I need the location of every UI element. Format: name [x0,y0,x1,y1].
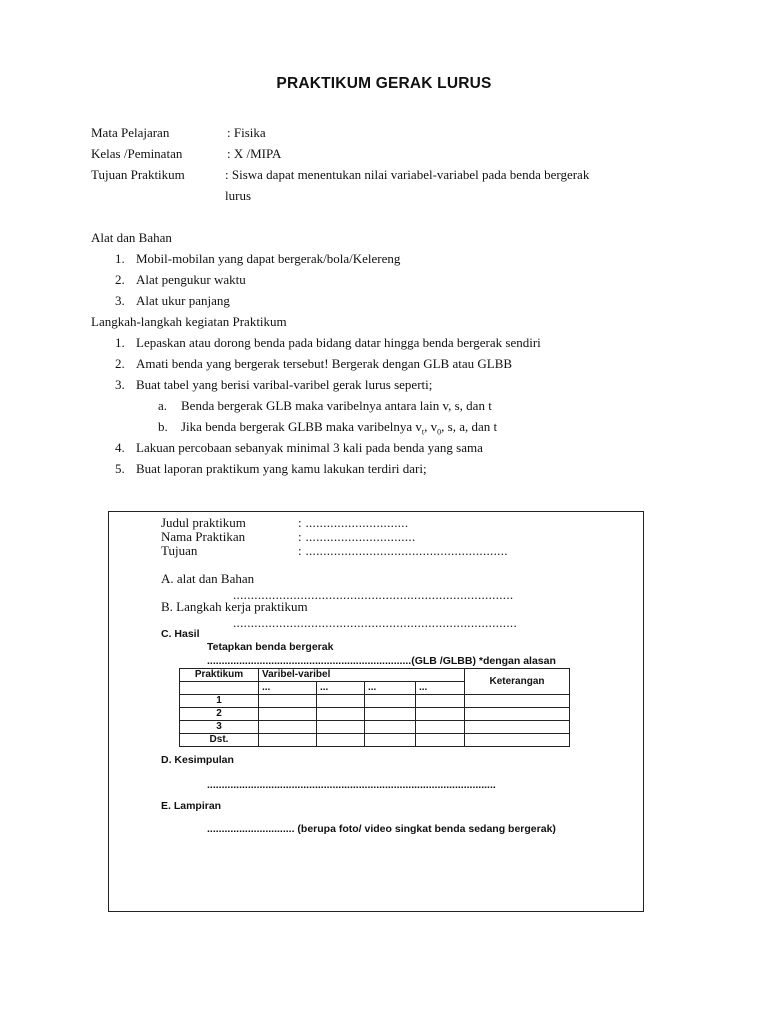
langkah-item-4: Lakuan percobaan sebanyak minimal 3 kali pada benda yang sama [136,440,483,455]
report-glb-line: ......................................................................(GLB /GLBB) *dengan alasan [207,655,556,667]
info-value-mata-pelajaran: : Fisika [227,125,266,140]
table-cell [465,721,570,734]
table-row-label: Dst. [180,734,259,747]
table-header-keterangan: Keterangan [465,669,570,695]
langkah-item-5: Buat laporan praktikum yang kamu lakukan terdiri dari; [136,461,427,476]
table-cell [365,708,416,721]
langkah-sub-num-a: a. [158,398,168,413]
langkah-sub-b-text1: Jika benda bergerak GLBB maka varibelnya v [181,419,422,434]
table-header-praktikum: Praktikum [180,669,259,682]
langkah-sub-b [181,419,497,437]
table-cell [416,695,465,708]
report-sec-d-dots: ................................................................................................... [207,779,496,791]
info-value-tujuan: : Siswa dapat menentukan nilai variabel-variabel pada benda bergerak [225,167,590,182]
table-row [180,734,570,747]
report-label-nama: Nama Praktikan [161,529,246,544]
langkah-item-3: Buat tabel yang berisi varibal-varibel gerak lurus seperti; [136,377,433,392]
langkah-num-3: 3. [115,377,125,392]
table-row [180,695,570,708]
langkah-sub-a: Benda bergerak GLB maka varibelnya antara lain v, s, dan t [181,398,492,413]
table-cell [317,734,365,747]
alat-num-1: 1. [115,251,125,266]
langkah-sub-b-text2: , s, a, dan t [441,419,498,434]
table-cell [365,721,416,734]
report-sec-b-dots: ................................................................................ [233,615,517,630]
table-cell [365,734,416,747]
langkah-sub-num-b: b. [158,419,168,434]
table-cell [465,708,570,721]
alat-item-3: Alat ukur panjang [136,293,230,308]
table-subheader-3: ... [365,682,416,695]
table-subheader-4: ... [416,682,465,695]
report-sec-d: D. Kesimpulan [161,754,234,766]
table-cell [259,708,317,721]
report-sec-a-dots: ............................................................................... [233,587,514,602]
table-cell [259,734,317,747]
info-label-kelas: Kelas /Peminatan [91,146,183,161]
table-cell [416,708,465,721]
langkah-num-5: 5. [115,461,125,476]
table-cell [365,695,416,708]
report-lampiran: .............................. (berupa foto/ video singkat benda sedang bergerak) [207,823,556,835]
table-cell [465,695,570,708]
table-subheader-1: ... [259,682,317,695]
table-cell [317,708,365,721]
table-cell [259,721,317,734]
report-sec-a: A. alat dan Bahan [161,571,255,586]
alat-num-2: 2. [115,272,125,287]
info-value-kelas: : X /MIPA [227,146,282,161]
result-table [179,668,570,747]
langkah-item-2: Amati benda yang bergerak tersebut! Bergerak dengan GLB atau GLBB [136,356,513,371]
table-row-label: 3 [180,721,259,734]
langkah-sub-b-sub2: 0 [437,427,442,437]
alat-item-1: Mobil-mobilan yang dapat bergerak/bola/Kelereng [136,251,401,266]
report-tetapkan: Tetapkan benda bergerak [207,641,334,653]
table-row-label: 2 [180,708,259,721]
alat-heading: Alat dan Bahan [91,230,172,245]
langkah-num-4: 4. [115,440,125,455]
langkah-sub-b-sub1: t [421,427,425,437]
table-cell [317,721,365,734]
page-title: PRAKTIKUM GERAK LURUS [276,75,492,92]
table-row [180,721,570,734]
table-subheader-empty [180,682,259,695]
langkah-heading: Langkah-langkah kegiatan Praktikum [91,314,287,329]
report-value-judul: : ............................. [298,515,409,530]
table-row-label: 1 [180,695,259,708]
alat-num-3: 3. [115,293,125,308]
table-row [180,708,570,721]
table-cell [465,734,570,747]
alat-item-2: Alat pengukur waktu [136,272,246,287]
table-cell [416,734,465,747]
langkah-item-1: Lepaskan atau dorong benda pada bidang datar hingga benda bergerak sendiri [136,335,541,350]
info-label-tujuan: Tujuan Praktikum [91,167,185,182]
report-sec-c: C. Hasil [161,628,200,640]
table-cell [317,695,365,708]
report-sec-b: B. Langkah kerja praktikum [161,599,308,614]
report-label-tujuan: Tujuan [161,543,198,558]
table-subheader-2: ... [317,682,365,695]
report-label-judul: Judul praktikum [161,515,246,530]
table-header-varibel: Varibel-varibel [259,669,465,682]
info-label-mata-pelajaran: Mata Pelajaran [91,125,170,140]
langkah-num-2: 2. [115,356,125,371]
report-sec-e: E. Lampiran [161,800,222,812]
info-value-tujuan-cont: lurus [225,188,251,203]
report-value-tujuan: : ......................................................... [298,543,508,558]
langkah-sub-b-mid: , v [424,419,438,434]
langkah-num-1: 1. [115,335,125,350]
table-cell [259,695,317,708]
report-value-nama: : ............................... [298,529,416,544]
table-cell [416,721,465,734]
